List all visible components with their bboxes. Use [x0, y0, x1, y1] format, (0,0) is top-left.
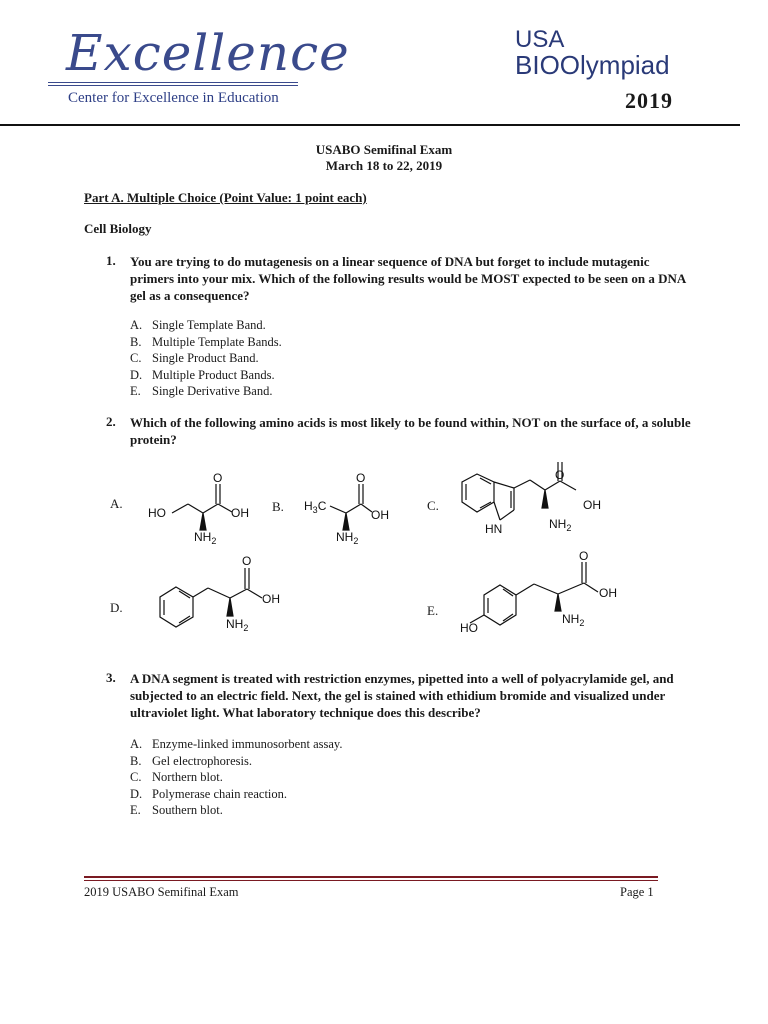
footer-page-number: Page 1: [620, 885, 654, 899]
option-text: Single Template Band.: [152, 318, 266, 332]
option-list: [130, 317, 282, 400]
logo-rule: [48, 82, 298, 83]
choice-label-d: D.: [110, 600, 123, 615]
part-heading: Part A. Multiple Choice (Point Value: 1 point each): [84, 190, 367, 205]
option-item: [130, 736, 342, 753]
amino-acid-structures: [0, 460, 768, 650]
choice-label-b: B.: [272, 499, 284, 514]
option-text: Single Derivative Band.: [152, 384, 273, 398]
atom-label: $NH_2$: [336, 530, 359, 546]
option-letter: D.: [130, 367, 143, 382]
option-text: Gel electrophoresis.: [152, 753, 252, 768]
choice-label-c: C.: [427, 498, 439, 513]
question-number: 1.: [106, 253, 116, 268]
option-item: [130, 802, 342, 819]
option-letter: C.: [130, 770, 142, 784]
option-item: [130, 350, 282, 367]
question-text: You are trying to do mutagenesis on a linear sequence of DNA but forget to include mutagenic primers into your mix. Which of the following results would be MOST expected to be seen on a DNA gel as a consequence?: [130, 254, 686, 303]
option-text: Southern blot.: [152, 803, 223, 817]
atom-label: O: [579, 549, 589, 563]
atom-label: OH: [371, 508, 389, 522]
option-item: [130, 769, 342, 786]
question-text: Which of the following amino acids is most likely to be found within, NOT on the surface of, a soluble protein?: [130, 415, 691, 447]
option-item: [130, 317, 282, 334]
footer-divider: [84, 880, 658, 881]
section-heading: Cell Biology: [84, 221, 152, 236]
option-list: [130, 736, 342, 819]
option-letter: E.: [130, 384, 141, 398]
option-letter: C.: [130, 351, 142, 365]
option-item: [130, 367, 282, 384]
footer-exam-name: 2019 USABO Semifinal Exam: [84, 885, 239, 899]
option-item: [130, 753, 342, 770]
atom-label: O: [242, 554, 252, 568]
choice-label-a: A.: [110, 496, 123, 511]
option-item: [130, 383, 282, 400]
question-number: 2.: [106, 414, 116, 429]
atom-label: O: [213, 471, 223, 485]
exam-title: USABO Semifinal Exam: [315, 142, 453, 157]
option-letter: B.: [130, 334, 142, 349]
option-letter: E.: [130, 803, 141, 817]
atom-label: OH: [583, 498, 601, 512]
header-divider: [0, 124, 740, 126]
option-text: Enzyme-linked immunosorbent assay.: [152, 737, 343, 751]
atom-label: OH: [599, 586, 617, 600]
option-letter: D.: [130, 786, 143, 801]
option-letter: B.: [130, 753, 142, 768]
option-letter: A.: [130, 318, 143, 332]
atom-label: HO: [460, 621, 478, 635]
structure-serine: [172, 484, 232, 530]
atom-label: $NH_2$: [194, 530, 217, 546]
option-letter: A.: [130, 737, 143, 751]
usa-biolympiad-logo-line2: BIOOlympiad: [515, 50, 670, 80]
atom-label: OH: [262, 592, 280, 606]
atom-label: O: [356, 471, 366, 485]
question-text: A DNA segment is treated with restriction enzymes, pipetted into a well of polyacrylamide gel, and subjected to an electric field. Next, the gel is stained with ethidium bromide and visualized under ultraviolet light. What laboratory technique does this describe?: [130, 671, 674, 720]
atom-label: OH: [231, 506, 249, 520]
atom-label: HO: [148, 506, 166, 520]
choice-label-e: E.: [427, 603, 439, 618]
usa-biolympiad-logo-year: 2019: [625, 88, 673, 113]
question-number: 3.: [106, 670, 116, 685]
atom-label: $NH_2$: [549, 517, 572, 533]
option-text: Polymerase chain reaction.: [152, 786, 288, 801]
usa-biolympiad-logo: [515, 26, 695, 116]
atom-label: $NH_2$: [226, 617, 249, 633]
option-text: Multiple Product Bands.: [152, 367, 275, 382]
structure-phenylalanine: [160, 568, 262, 627]
exam-dates: March 18 to 22, 2019: [325, 158, 443, 173]
excellence-logo-script: Excellence: [66, 24, 350, 82]
structure-alanine: [330, 484, 372, 530]
option-item: [130, 334, 282, 351]
atom-label: HN: [485, 522, 503, 536]
excellence-logo: [48, 22, 350, 112]
option-item: [130, 786, 342, 803]
usa-biolympiad-logo-line1: USA: [515, 26, 565, 53]
atom-label: $H_3C$: [304, 499, 327, 515]
atom-label: O: [555, 468, 565, 482]
option-text: Multiple Template Bands.: [152, 334, 282, 349]
footer-divider: [84, 876, 658, 878]
option-text: Single Product Band.: [152, 351, 259, 365]
atom-label: $NH_2$: [562, 612, 585, 628]
logo-rule: [48, 85, 298, 86]
option-text: Northern blot.: [152, 770, 223, 784]
excellence-logo-subtitle: Center for Excellence in Education: [68, 90, 279, 106]
